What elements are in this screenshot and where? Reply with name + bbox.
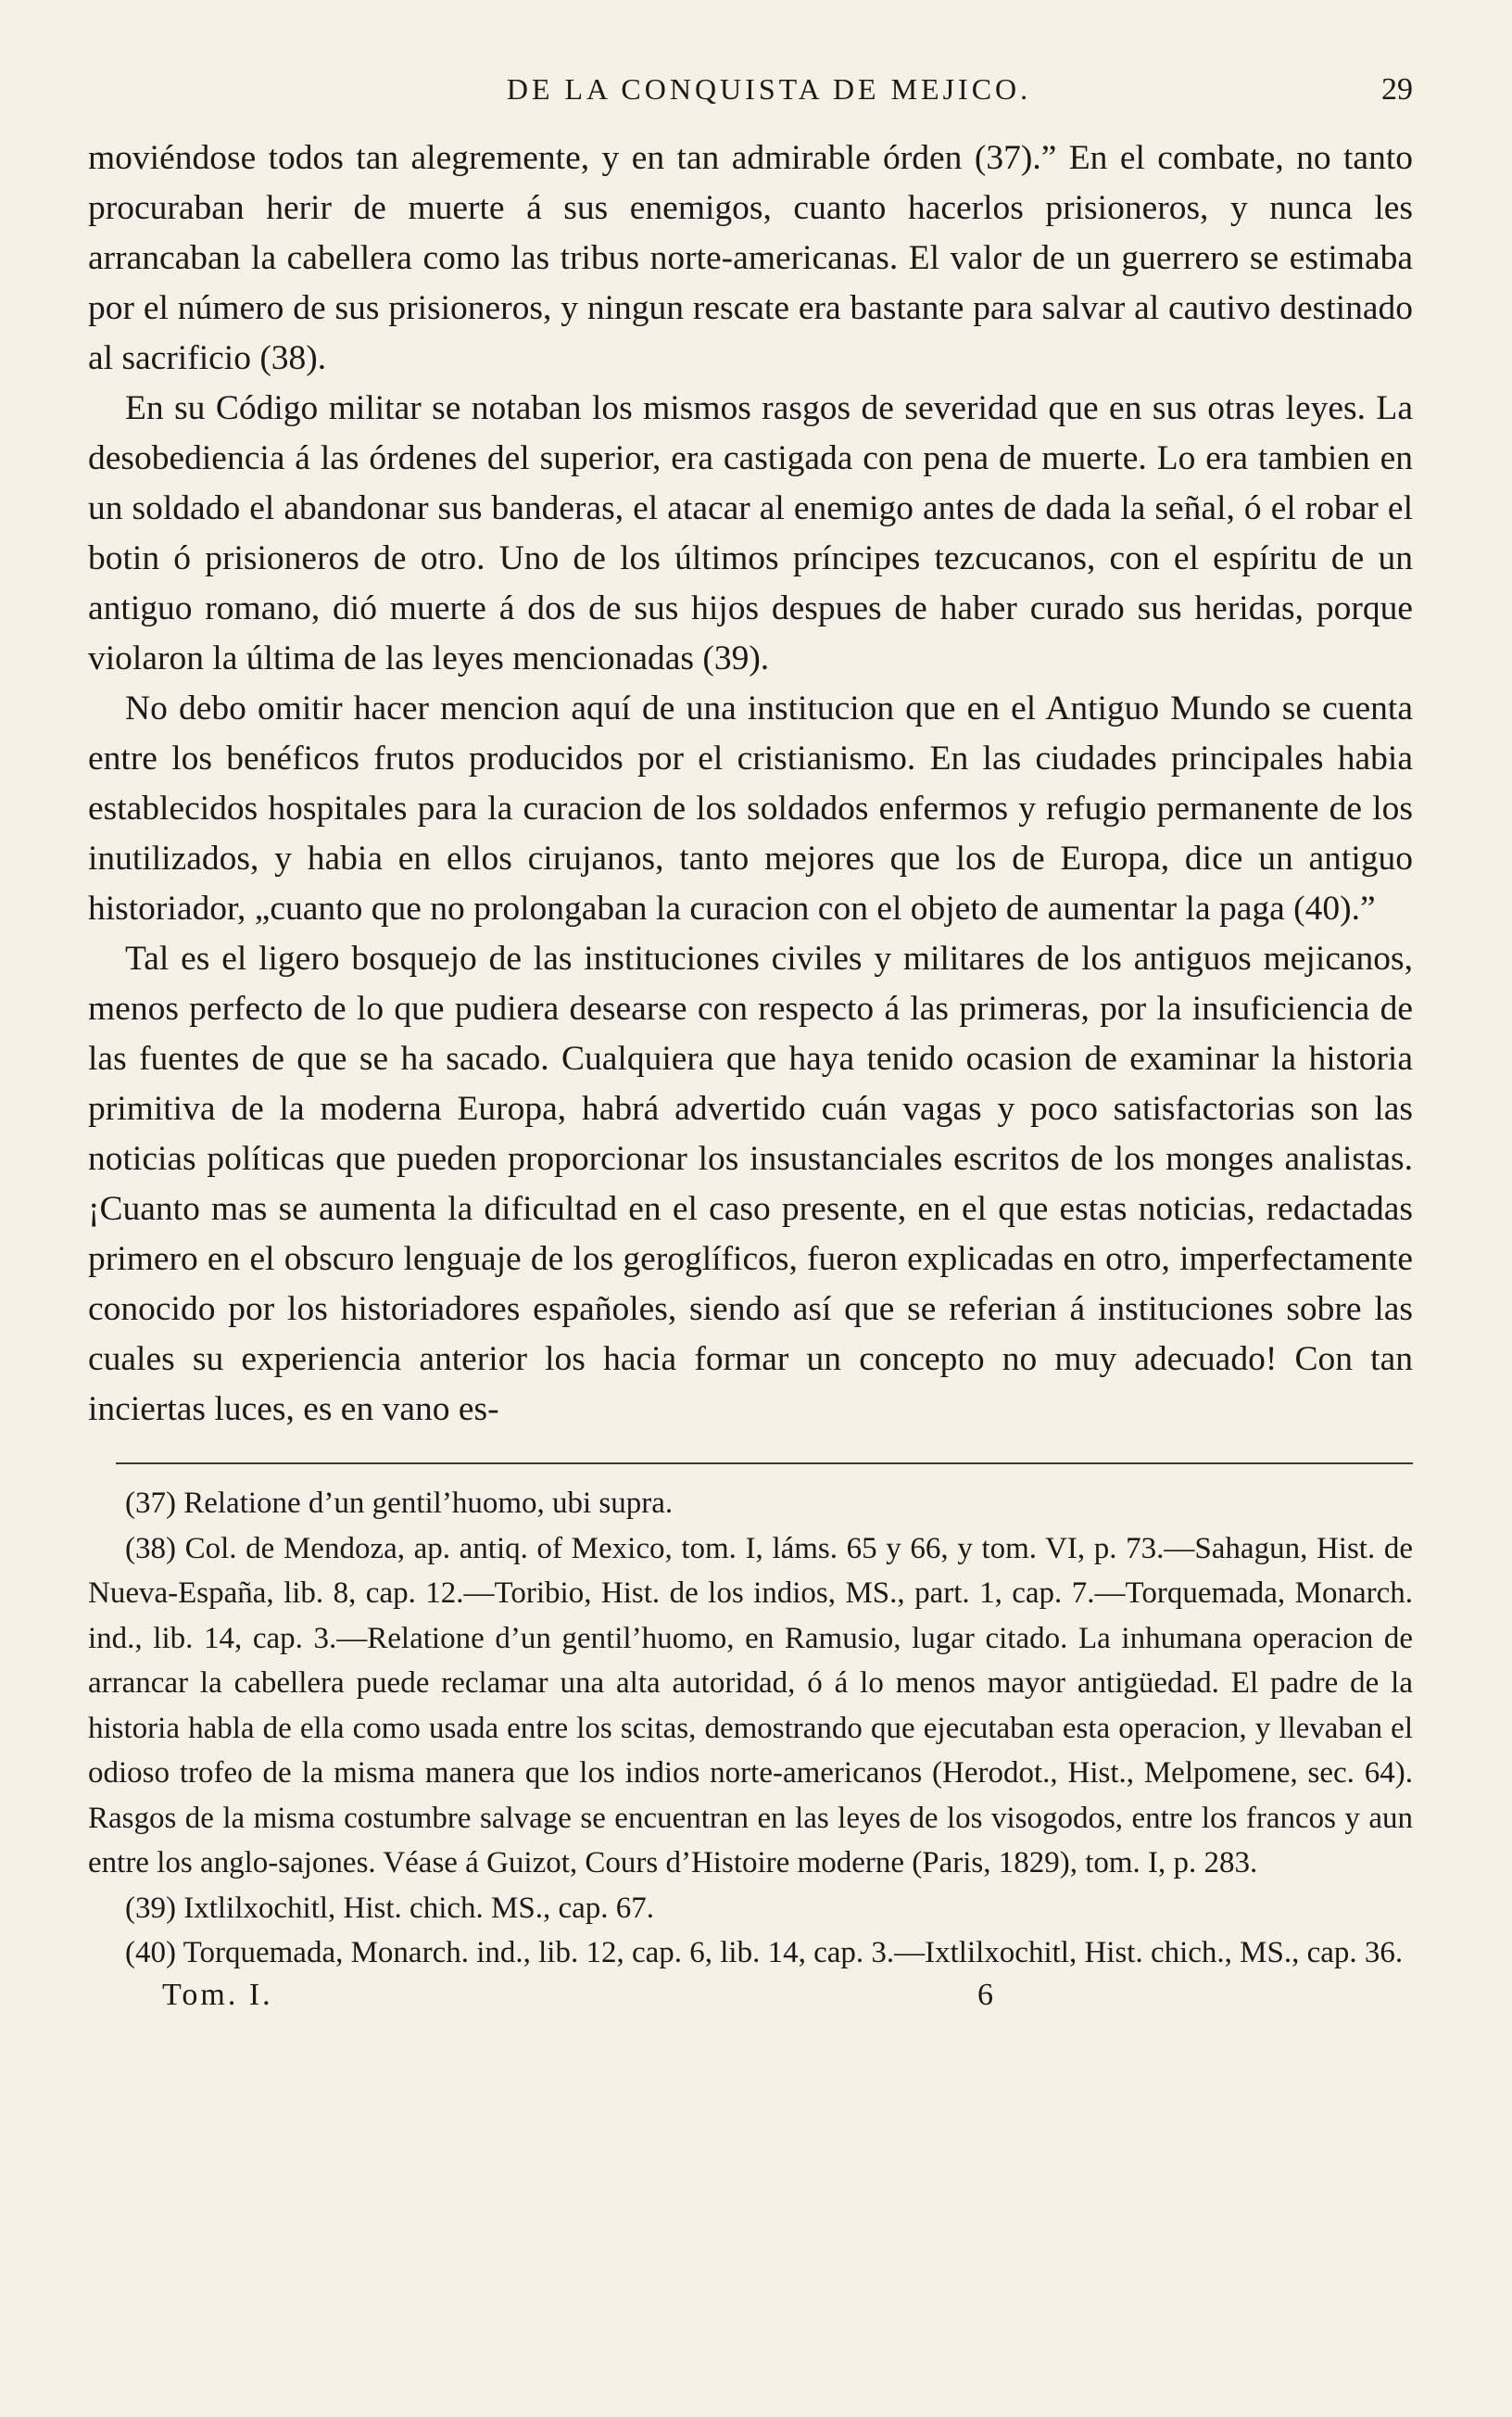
footnote-38: (38) Col. de Mendoza, ap. antiq. of Mexico, tom. I, láms. 65 y 66, y tom. VI, p. 73.—Sahagun, Hist. de Nueva-España, lib. 8, cap. 12.—Toribio, Hist. de los indios, MS., part. 1, cap. 7.—Torquemada, Monarch. ind., lib. 14, cap. 3.—Relatione d’un gentil’huomo, en Ramusio, lugar citado. La inhumana operacion de arrancar la cabellera puede reclamar una alta autoridad, ó á lo menos mayor antigüedad. El padre de la historia habla de ella como usada entre los scitas, demostrando que ejecutaban esta operacion, y llevaban el odioso trofeo de la misma manera que los indios norte-americanos (Herodot., Hist., Melpomene, sec. 64). Rasgos de la misma costumbre salvage se encuentran en las leyes de los visogodos, entre los francos y aun entre los anglo-sajones. Véase á Guizot, Cours d’Histoire moderne (Paris, 1829), tom. I, p. 283. <box>88 1531 1413 1879</box>
volume-mark: Tom. I. <box>162 1977 273 2012</box>
page-footer <box>88 1978 1413 2020</box>
footnote-divider <box>116 1462 1413 1464</box>
footnotes <box>88 1481 1413 1976</box>
book-page <box>88 72 1413 2020</box>
page-number: 29 <box>1381 72 1413 107</box>
running-title: DE LA CONQUISTA DE MEJICO. <box>506 72 1032 106</box>
footnote-40: (40) Torquemada, Monarch. ind., lib. 12, cap. 6, lib. 14, cap. 3.—Ixtlilxochitl, Hist. chich., MS., cap. 36. <box>125 1936 1404 1969</box>
running-head <box>88 72 1413 119</box>
signature-mark: 6 <box>977 1977 993 2012</box>
paragraph-1: moviéndose todos tan alegremente, y en tan admirable órden (37).” En el combate, no tanto procuraban herir de muerte á sus enemigos, cuanto hacerlos prisioneros, y nunca les arrancaban la cabellera como las tribus norte-americanas. El valor de un guerrero se estimaba por el número de sus prisioneros, y ningun rescate era bastante para salvar al cautivo destinado al sacrificio (38). <box>88 139 1413 377</box>
footnote-37: (37) Relatione d’un gentil’huomo, ubi supra. <box>125 1487 674 1520</box>
paragraph-2: En su Código militar se notaban los mismos rasgos de severidad que en sus otras leyes. La desobediencia á las órdenes del superior, era castigada con pena de muerte. Lo era tambien en un soldado el abandonar sus banderas, el atacar al enemigo antes de dada la señal, ó el robar el botin ó prisioneros de otro. Uno de los últimos príncipes tezcucanos, con el espíritu de un antiguo romano, dió muerte á dos de sus hijos despues de haber curado sus heridas, porque violaron la última de las leyes mencionadas (39). <box>88 389 1413 677</box>
body-text <box>88 133 1413 1435</box>
footnote-39: (39) Ixtlilxochitl, Hist. chich. MS., cap. 67. <box>125 1891 655 1925</box>
paragraph-4: Tal es el ligero bosquejo de las instituciones civiles y militares de los antiguos mejicanos, menos perfecto de lo que pudiera desearse con respecto á las primeras, por la insuficiencia de las fuentes de que se ha sacado. Cualquiera que haya tenido ocasion de examinar la historia primitiva de la moderna Europa, habrá advertido cuán vagas y poco satisfactorias son las noticias políticas que pueden proporcionar los insustanciales escritos de los monges analistas. ¡Cuanto mas se aumenta la dificultad en el caso presente, en el que estas noticias, redactadas primero en el obscuro lenguaje de los geroglíficos, fueron explicadas en otro, imperfectamente conocido por los historiadores españoles, siendo así que se referian á instituciones sobre las cuales su experiencia anterior los hacia formar un concepto no muy adecuado! Con tan inciertas luces, es en vano es- <box>88 940 1413 1428</box>
paragraph-3: No debo omitir hacer mencion aquí de una institucion que en el Antiguo Mundo se cuenta entre los benéficos frutos producidos por el cristianismo. En las ciudades principales habia establecidos hospitales para la curacion de los soldados enfermos y refugio permanente de los inutilizados, y habia en ellos cirujanos, tanto mejores que los de Europa, dice un antiguo historiador, „cuanto que no prolongaban la curacion con el objeto de aumentar la paga (40).” <box>88 690 1413 928</box>
